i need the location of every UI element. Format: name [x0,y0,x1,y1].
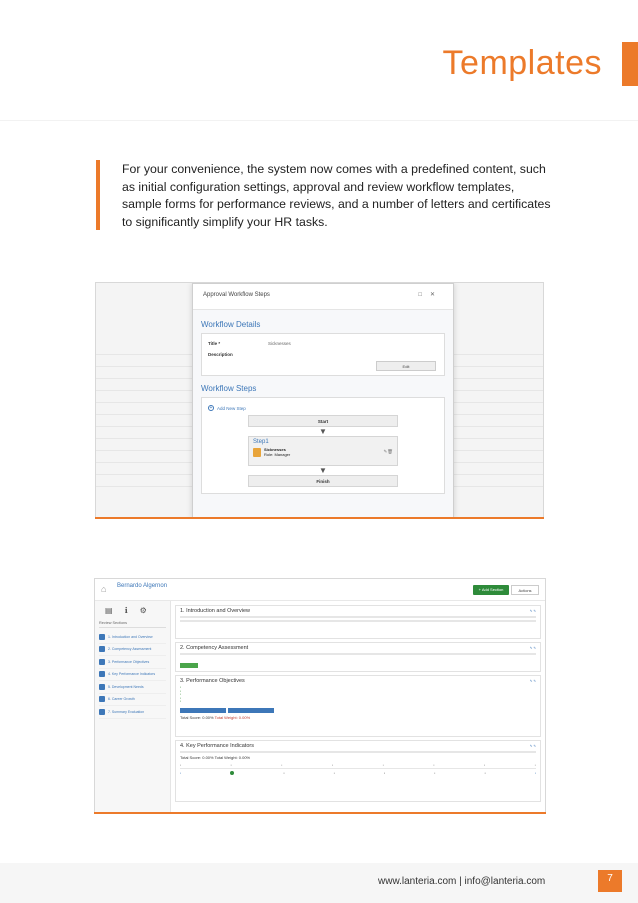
checkbox-icon [99,659,105,665]
panel-edit-links[interactable]: ✎ ✎ [529,609,536,613]
panel-title: 3. Performance Objectives [180,678,245,684]
gear-icon[interactable]: ⚙ [139,606,147,615]
panel-introduction [175,605,541,639]
sidebar-toolbar [99,606,166,615]
intro-paragraph: For your convenience, the system now comes with a predefined content, such as initial configuration settings, approval and review workflow templates, sample forms for performance reviews, and a number of letters and certificates to significantly simplify your HR tasks. [122,162,551,229]
screenshot-underline [95,517,544,519]
objective-buttons [180,708,536,713]
description-label: Description [208,352,233,357]
kpi-score: Total Score: 0.00% Total Weight: 0.00% [180,755,251,760]
workflow-details-box [201,333,445,376]
workflow-steps-heading: Workflow Steps [201,384,257,393]
employee-name: Bernardo Algernon [117,583,168,589]
checkbox-icon [99,671,105,677]
checkbox-icon [99,646,105,652]
title-row [208,338,438,349]
checkbox-icon [99,684,105,690]
workflow-modal [192,283,454,518]
start-node[interactable]: Start [248,415,398,427]
panel-title: 4. Key Performance Indicators [180,743,254,749]
objective-score: Total Score: 0.00% Total Weight: 0.00% [180,714,251,720]
header-divider [0,120,638,121]
arrow-down-icon: ▼ [319,427,327,436]
page-title: Templates [442,44,602,82]
document-icon [253,448,261,457]
panel-title: 1. Introduction and Overview [180,608,251,614]
workflow-screenshot [95,282,544,518]
arrow-down-icon: ▼ [319,466,327,475]
add-step-link[interactable] [208,405,438,411]
modal-header [193,284,453,310]
review-main [175,605,541,813]
checkbox-icon [99,709,105,715]
objective-list: ▪ ▪ ▪ ▪ ▪ [180,685,182,704]
user-icon: ⌂ [101,584,107,594]
sidebar-item[interactable]: 3. Performance Objectives [99,656,166,669]
checkbox-icon [99,634,105,640]
close-icon[interactable]: ✕ [429,292,443,298]
step-role: Role: Manager [264,452,291,457]
title-accent-tab [622,42,638,86]
actions-button[interactable]: Actions [511,585,539,595]
description-row [208,349,438,360]
page-number: 7 [598,870,622,892]
sidebar-item[interactable]: 7. Summary Evaluation [99,706,166,719]
status-badge [180,663,198,668]
review-header [95,579,545,601]
workflow-steps-box [201,397,445,494]
finish-node[interactable]: Finish [248,475,398,487]
sidebar-item[interactable]: 2. Competency Assessment [99,644,166,657]
panel-edit-links[interactable]: ✎ ✎ [529,679,536,683]
title-value: Sicknesses [268,341,291,346]
title-label: Title * [208,341,221,346]
table-row: ▪ ▪ ▪ ▪ ▪ ▪ ▪ [180,771,536,775]
step-node[interactable] [248,436,398,466]
modal-title: Approval Workflow Steps [203,292,270,298]
step-user [253,447,393,457]
footer-contact: www.lanteria.com | info@lanteria.com [378,876,546,887]
sidebar-item[interactable]: 5. Development Needs [99,681,166,694]
panel-objectives [175,675,541,737]
list-icon[interactable]: ▤ [105,606,113,615]
edit-button[interactable]: Edit [376,361,436,371]
modal-body [193,310,453,518]
sidebar-title: Review Sections [99,621,166,628]
step-name: Step1 [253,439,269,445]
modal-controls [418,291,443,298]
panel-edit-links[interactable]: ✎ ✎ [529,744,536,748]
review-screenshot [94,578,546,814]
step-user-name: Sicknesses [264,447,286,452]
objective-button[interactable] [228,708,274,713]
screenshot-underline [94,812,546,814]
info-icon[interactable]: ℹ [124,606,128,615]
sidebar-item[interactable]: 1. Introduction and Overview [99,631,166,644]
add-step-label: Add New Step [217,405,246,411]
sidebar-item[interactable]: 4. Key Performance Indicators [99,669,166,682]
panel-kpi [175,740,541,802]
add-section-button[interactable]: + Add Section [473,585,509,595]
maximize-icon[interactable]: □ [418,292,430,298]
workflow-details-heading: Workflow Details [201,320,261,329]
kpi-table-header: ▪ ▪ ▪ ▪ ▪ ▪ ▪ ▪ [180,763,536,767]
sections-sidebar [95,601,171,813]
edit-delete-icons[interactable]: ✎🗑 [383,449,393,454]
panel-edit-links[interactable]: ✎ ✎ [529,646,536,650]
panel-title: 2. Competency Assessment [180,645,249,651]
status-dot-icon [230,771,234,775]
checkbox-icon [99,696,105,702]
plus-icon: + [209,405,213,411]
intro-accent-bar [96,160,100,230]
panel-competency [175,642,541,672]
objective-button[interactable] [180,708,226,713]
sidebar-item[interactable]: 6. Career Growth [99,694,166,707]
